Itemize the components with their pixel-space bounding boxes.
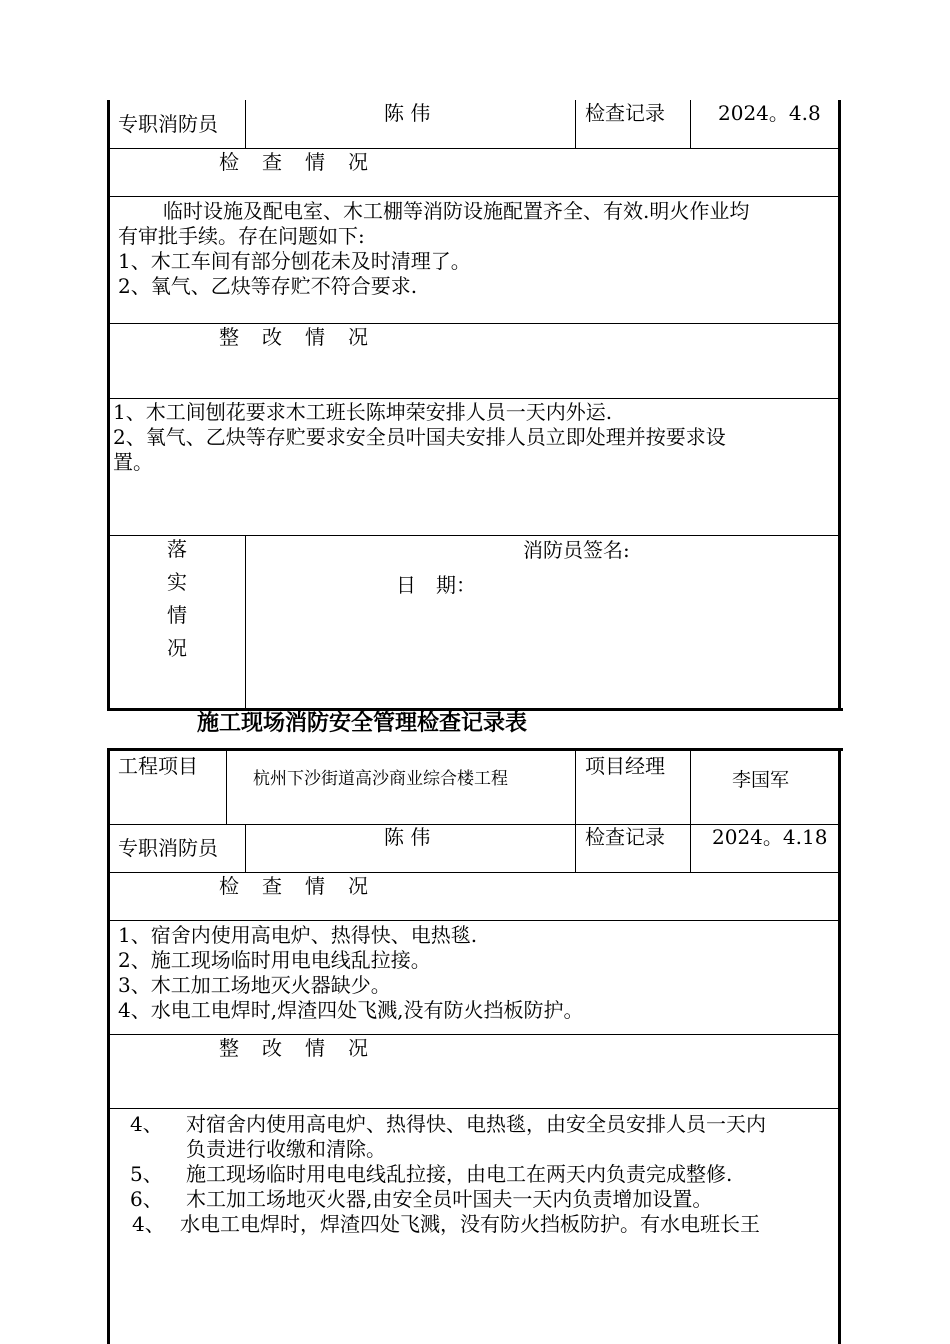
rectify-item-number: 5、 [130, 1162, 163, 1186]
table2-top-border [107, 748, 843, 751]
table2-right-border [838, 748, 841, 1344]
implementation-char: 况 [167, 636, 187, 660]
implementation-char: 情 [167, 603, 187, 627]
signature-label: 消防员签名: [523, 538, 630, 562]
rectify-line: 水电工电焊时，焊渣四处飞溅，没有防火挡板防护。有水电班长王 [180, 1212, 760, 1236]
record-label: 检查记录 [585, 101, 665, 125]
manager-label: 项目经理 [585, 754, 665, 778]
rectify-item-number: 4、 [130, 1112, 163, 1136]
date-label: 日 期： [396, 573, 476, 597]
rectify-line: 1、木工间刨花要求木工班长陈坤荣安排人员一天内外运. [113, 400, 613, 424]
record-date: 2024。4.18 [712, 825, 828, 849]
inspection-line: 1、宿舍内使用高电炉、热得快、电热毯. [118, 923, 478, 947]
table1-right-border [838, 100, 841, 710]
inspection-line: 临时设施及配电室、木工棚等消防设施配置齐全、有效.明火作业均 [163, 199, 750, 223]
manager-name: 李国军 [732, 769, 790, 791]
inspector-name: 陈 伟 [384, 101, 431, 125]
form-title: 施工现场消防安全管理检查记录表 [197, 711, 528, 736]
project-name: 杭州下沙街道高沙商业综合楼工程 [253, 769, 508, 789]
record-date: 2024。4.8 [718, 101, 821, 125]
rectify-item-number: 6、 [130, 1187, 163, 1211]
inspection-line: 2、施工现场临时用电电线乱拉接。 [118, 948, 431, 972]
implementation-char: 落 [167, 537, 187, 561]
inspection-line: 有审批手续。存在问题如下: [118, 224, 365, 248]
rectify-header: 整改情况 [219, 1036, 391, 1060]
inspection-line: 4、水电工电焊时,焊渣四处飞溅,没有防火挡板防护。 [118, 998, 584, 1022]
inspector-label: 专职消防员 [118, 112, 218, 136]
inspection-header: 检查情况 [219, 150, 391, 174]
table1-left-border [107, 100, 110, 710]
table2-left-border [107, 748, 110, 1344]
rectify-line: 2、氧气、乙炔等存贮要求安全员叶国夫安排人员立即处理并按要求设 [113, 425, 726, 449]
rectify-header: 整改情况 [219, 325, 391, 349]
inspection-header: 检查情况 [219, 874, 391, 898]
rectify-line: 施工现场临时用电电线乱拉接，由电工在两天内负责完成整修. [186, 1162, 733, 1186]
project-label: 工程项目 [118, 754, 198, 778]
implementation-char: 实 [167, 570, 187, 594]
record-label: 检查记录 [585, 825, 665, 849]
inspector-name: 陈 伟 [384, 825, 431, 849]
rectify-item-number: 4、 [132, 1212, 165, 1236]
inspection-line: 2、氧气、乙炔等存贮不符合要求. [118, 274, 418, 298]
inspector-label: 专职消防员 [118, 836, 218, 860]
rectify-line: 木工加工场地灭火器,由安全员叶国夫一天内负责增加设置。 [186, 1187, 713, 1211]
rectify-line: 置。 [113, 450, 153, 474]
rectify-line: 对宿舍内使用高电炉、热得快、电热毯，由安全员安排人员一天内 [186, 1112, 766, 1136]
inspection-line: 1、木工车间有部分刨花未及时清理了。 [118, 249, 471, 273]
rectify-line: 负责进行收缴和清除。 [186, 1137, 386, 1161]
inspection-line: 3、木工加工场地灭火器缺少。 [118, 973, 391, 997]
